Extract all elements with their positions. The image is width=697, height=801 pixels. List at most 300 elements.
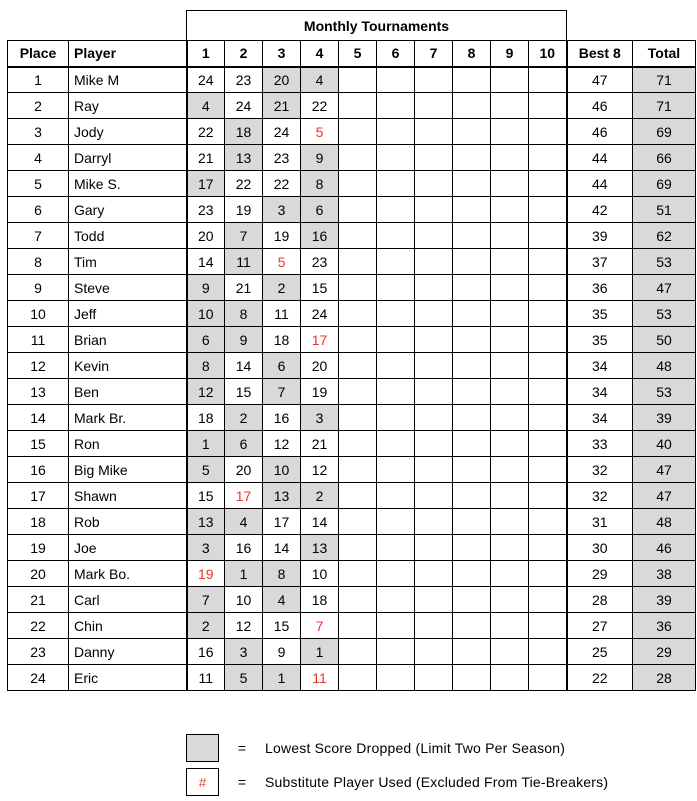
place-cell: 4 (8, 145, 69, 171)
score-cell: 19 (187, 561, 225, 587)
score-cell: 2 (225, 405, 263, 431)
score-cell-empty (339, 119, 377, 145)
col-header-8: 8 (453, 41, 491, 67)
col-header-player: Player (69, 41, 187, 67)
place-cell: 23 (8, 639, 69, 665)
score-cell-empty (491, 353, 529, 379)
place-cell: 16 (8, 457, 69, 483)
score-cell-empty (415, 613, 453, 639)
score-cell: 18 (225, 119, 263, 145)
best8-cell: 44 (567, 171, 633, 197)
score-cell-empty (453, 327, 491, 353)
score-cell-empty (339, 145, 377, 171)
score-cell: 3 (225, 639, 263, 665)
score-cell-empty (453, 197, 491, 223)
score-cell: 6 (301, 197, 339, 223)
score-cell-empty (491, 275, 529, 301)
table-row (8, 93, 696, 119)
score-cell-empty (415, 93, 453, 119)
score-cell: 9 (301, 145, 339, 171)
score-cell-empty (529, 379, 567, 405)
score-cell-empty (339, 483, 377, 509)
monthly-tournaments-header: Monthly Tournaments (187, 11, 567, 41)
player-cell: Tim (69, 249, 187, 275)
score-cell: 2 (301, 483, 339, 509)
score-cell: 19 (225, 197, 263, 223)
score-cell: 17 (225, 483, 263, 509)
score-cell-empty (339, 249, 377, 275)
score-cell-empty (339, 353, 377, 379)
score-cell-empty (529, 223, 567, 249)
table-row (8, 639, 696, 665)
score-cell: 18 (187, 405, 225, 431)
score-cell: 22 (187, 119, 225, 145)
score-cell: 15 (225, 379, 263, 405)
col-header-total: Total (633, 41, 696, 67)
score-cell-empty (339, 509, 377, 535)
col-header-2: 2 (225, 41, 263, 67)
score-cell-empty (339, 431, 377, 457)
score-cell: 10 (187, 301, 225, 327)
score-cell-empty (377, 197, 415, 223)
score-cell-empty (377, 67, 415, 93)
score-cell: 10 (225, 587, 263, 613)
score-cell-empty (377, 275, 415, 301)
score-cell: 19 (301, 379, 339, 405)
score-cell-empty (415, 67, 453, 93)
player-cell: Rob (69, 509, 187, 535)
table-row (8, 119, 696, 145)
score-cell-empty (529, 483, 567, 509)
table-row (8, 275, 696, 301)
score-cell-empty (529, 145, 567, 171)
score-cell-empty (453, 275, 491, 301)
score-cell-empty (377, 353, 415, 379)
score-cell-empty (339, 561, 377, 587)
score-cell-empty (377, 665, 415, 691)
place-cell: 7 (8, 223, 69, 249)
col-header-7: 7 (415, 41, 453, 67)
best8-cell: 47 (567, 67, 633, 93)
col-header-4: 4 (301, 41, 339, 67)
best8-cell: 28 (567, 587, 633, 613)
best8-cell: 46 (567, 93, 633, 119)
total-cell: 39 (633, 587, 696, 613)
place-cell: 2 (8, 93, 69, 119)
total-cell: 47 (633, 457, 696, 483)
score-cell-empty (415, 561, 453, 587)
column-header-row (8, 41, 696, 67)
score-cell-empty (529, 197, 567, 223)
score-cell-empty (491, 613, 529, 639)
score-cell: 18 (263, 327, 301, 353)
place-cell: 9 (8, 275, 69, 301)
table-row (8, 405, 696, 431)
score-cell-empty (415, 327, 453, 353)
score-cell-empty (415, 587, 453, 613)
group-header-row (8, 11, 696, 41)
legend-dropped-text: Lowest Score Dropped (Limit Two Per Season) (265, 740, 566, 756)
score-cell-empty (453, 119, 491, 145)
score-cell-empty (491, 665, 529, 691)
score-cell: 15 (187, 483, 225, 509)
score-cell: 13 (263, 483, 301, 509)
score-cell-empty (453, 223, 491, 249)
score-cell: 14 (263, 535, 301, 561)
score-cell-empty (415, 275, 453, 301)
score-cell: 16 (225, 535, 263, 561)
score-cell: 4 (187, 93, 225, 119)
score-cell-empty (491, 431, 529, 457)
score-cell-empty (491, 249, 529, 275)
table-row (8, 145, 696, 171)
legend-substitute (186, 767, 608, 797)
score-cell: 8 (263, 561, 301, 587)
total-cell: 48 (633, 353, 696, 379)
place-cell: 8 (8, 249, 69, 275)
score-cell-empty (377, 431, 415, 457)
score-cell-empty (491, 67, 529, 93)
player-cell: Eric (69, 665, 187, 691)
player-cell: Joe (69, 535, 187, 561)
score-cell-empty (491, 145, 529, 171)
table-row (8, 379, 696, 405)
total-cell: 69 (633, 119, 696, 145)
score-cell: 15 (301, 275, 339, 301)
score-cell-empty (453, 353, 491, 379)
table-row (8, 223, 696, 249)
score-cell-empty (491, 197, 529, 223)
best8-cell: 30 (567, 535, 633, 561)
score-cell: 17 (263, 509, 301, 535)
score-cell-empty (529, 275, 567, 301)
score-cell: 5 (301, 119, 339, 145)
best8-cell: 22 (567, 665, 633, 691)
score-cell: 9 (263, 639, 301, 665)
score-cell-empty (491, 93, 529, 119)
score-cell: 10 (301, 561, 339, 587)
score-cell: 17 (187, 171, 225, 197)
score-cell: 6 (263, 353, 301, 379)
score-cell-empty (415, 379, 453, 405)
score-cell-empty (453, 639, 491, 665)
player-cell: Kevin (69, 353, 187, 379)
total-cell: 69 (633, 171, 696, 197)
score-cell: 12 (187, 379, 225, 405)
score-cell: 8 (187, 353, 225, 379)
best8-cell: 44 (567, 145, 633, 171)
score-cell-empty (377, 613, 415, 639)
score-cell-empty (377, 405, 415, 431)
score-cell-empty (377, 535, 415, 561)
best8-cell: 34 (567, 353, 633, 379)
score-cell-empty (377, 119, 415, 145)
score-cell-empty (453, 171, 491, 197)
place-cell: 13 (8, 379, 69, 405)
place-cell: 18 (8, 509, 69, 535)
score-cell: 1 (263, 665, 301, 691)
score-cell-empty (453, 379, 491, 405)
score-cell-empty (529, 119, 567, 145)
score-cell-empty (377, 327, 415, 353)
score-cell-empty (415, 119, 453, 145)
col-header-6: 6 (377, 41, 415, 67)
substitute-swatch: # (186, 768, 219, 796)
legend (186, 733, 608, 801)
player-cell: Ray (69, 93, 187, 119)
place-cell: 20 (8, 561, 69, 587)
score-cell-empty (529, 249, 567, 275)
score-cell-empty (377, 223, 415, 249)
score-cell: 11 (301, 665, 339, 691)
player-cell: Darryl (69, 145, 187, 171)
score-cell-empty (415, 301, 453, 327)
place-cell: 3 (8, 119, 69, 145)
table-row (8, 613, 696, 639)
score-cell: 16 (301, 223, 339, 249)
best8-cell: 34 (567, 405, 633, 431)
score-cell-empty (453, 431, 491, 457)
score-cell-empty (415, 483, 453, 509)
score-cell: 21 (301, 431, 339, 457)
score-cell-empty (453, 509, 491, 535)
place-cell: 24 (8, 665, 69, 691)
score-cell-empty (339, 665, 377, 691)
place-cell: 11 (8, 327, 69, 353)
best8-cell: 27 (567, 613, 633, 639)
total-cell: 47 (633, 483, 696, 509)
score-cell-empty (491, 483, 529, 509)
table-row (8, 457, 696, 483)
score-cell: 11 (225, 249, 263, 275)
table-row (8, 249, 696, 275)
score-cell-empty (453, 145, 491, 171)
score-cell-empty (339, 171, 377, 197)
score-cell-empty (377, 509, 415, 535)
score-cell: 6 (187, 327, 225, 353)
player-cell: Mike M (69, 67, 187, 93)
score-cell-empty (529, 67, 567, 93)
table-row (8, 587, 696, 613)
score-cell-empty (453, 93, 491, 119)
score-cell-empty (415, 509, 453, 535)
score-cell: 7 (301, 613, 339, 639)
score-cell: 8 (301, 171, 339, 197)
score-cell: 7 (225, 223, 263, 249)
best8-cell: 35 (567, 327, 633, 353)
score-cell-empty (415, 639, 453, 665)
score-cell: 20 (225, 457, 263, 483)
total-cell: 71 (633, 93, 696, 119)
best8-cell: 25 (567, 639, 633, 665)
score-cell: 4 (263, 587, 301, 613)
place-cell: 22 (8, 613, 69, 639)
score-cell-empty (453, 483, 491, 509)
score-cell: 12 (225, 613, 263, 639)
score-cell: 12 (301, 457, 339, 483)
score-cell-empty (529, 509, 567, 535)
score-cell-empty (453, 613, 491, 639)
score-cell-empty (377, 301, 415, 327)
table-row (8, 197, 696, 223)
col-header-best8: Best 8 (567, 41, 633, 67)
total-cell: 38 (633, 561, 696, 587)
best8-cell: 29 (567, 561, 633, 587)
score-cell: 11 (263, 301, 301, 327)
score-cell-empty (491, 405, 529, 431)
player-cell: Danny (69, 639, 187, 665)
total-cell: 47 (633, 275, 696, 301)
total-cell: 51 (633, 197, 696, 223)
score-cell-empty (491, 223, 529, 249)
player-cell: Ron (69, 431, 187, 457)
player-cell: Mark Br. (69, 405, 187, 431)
score-cell: 1 (187, 431, 225, 457)
score-cell-empty (453, 457, 491, 483)
player-cell: Gary (69, 197, 187, 223)
score-cell: 9 (225, 327, 263, 353)
best8-cell: 32 (567, 483, 633, 509)
total-cell: 66 (633, 145, 696, 171)
table-row (8, 509, 696, 535)
score-cell: 12 (263, 431, 301, 457)
col-header-1: 1 (187, 41, 225, 67)
score-cell-empty (529, 171, 567, 197)
score-cell-empty (415, 431, 453, 457)
score-cell-empty (377, 587, 415, 613)
score-cell-empty (415, 171, 453, 197)
place-cell: 19 (8, 535, 69, 561)
score-cell-empty (529, 301, 567, 327)
best8-cell: 46 (567, 119, 633, 145)
place-cell: 10 (8, 301, 69, 327)
player-cell: Steve (69, 275, 187, 301)
score-cell: 16 (263, 405, 301, 431)
score-cell-empty (339, 93, 377, 119)
place-cell: 12 (8, 353, 69, 379)
score-cell: 9 (187, 275, 225, 301)
total-cell: 53 (633, 301, 696, 327)
legend-equals: = (237, 774, 247, 790)
score-cell: 3 (301, 405, 339, 431)
score-cell-empty (377, 249, 415, 275)
score-cell: 1 (301, 639, 339, 665)
table-row (8, 301, 696, 327)
table-row (8, 483, 696, 509)
table-row (8, 431, 696, 457)
player-cell: Shawn (69, 483, 187, 509)
score-cell-empty (453, 587, 491, 613)
score-cell: 21 (187, 145, 225, 171)
score-cell: 23 (263, 145, 301, 171)
score-cell-empty (377, 379, 415, 405)
score-cell: 5 (263, 249, 301, 275)
col-header-3: 3 (263, 41, 301, 67)
place-cell: 17 (8, 483, 69, 509)
best8-cell: 35 (567, 301, 633, 327)
score-cell-empty (491, 301, 529, 327)
total-cell: 48 (633, 509, 696, 535)
legend-equals: = (237, 740, 247, 756)
score-cell-empty (491, 379, 529, 405)
total-cell: 36 (633, 613, 696, 639)
player-cell: Chin (69, 613, 187, 639)
score-cell-empty (339, 223, 377, 249)
score-cell-empty (529, 665, 567, 691)
score-cell-empty (339, 535, 377, 561)
score-cell-empty (415, 223, 453, 249)
score-cell-empty (339, 275, 377, 301)
legend-dropped (186, 733, 608, 763)
score-cell-empty (415, 249, 453, 275)
total-cell: 39 (633, 405, 696, 431)
score-cell-empty (339, 405, 377, 431)
score-cell: 11 (187, 665, 225, 691)
score-cell-empty (377, 93, 415, 119)
player-cell: Mark Bo. (69, 561, 187, 587)
score-cell-empty (339, 587, 377, 613)
score-cell-empty (529, 93, 567, 119)
score-cell-empty (453, 561, 491, 587)
score-cell-empty (529, 639, 567, 665)
score-cell: 20 (187, 223, 225, 249)
table-row (8, 67, 696, 93)
score-cell-empty (529, 613, 567, 639)
player-cell: Jody (69, 119, 187, 145)
score-cell: 13 (301, 535, 339, 561)
best8-cell: 37 (567, 249, 633, 275)
score-cell: 23 (187, 197, 225, 223)
score-cell: 4 (301, 67, 339, 93)
table-row (8, 561, 696, 587)
score-cell-empty (377, 171, 415, 197)
score-cell: 23 (225, 67, 263, 93)
total-cell: 46 (633, 535, 696, 561)
table-row (8, 327, 696, 353)
score-cell: 24 (225, 93, 263, 119)
score-cell: 15 (263, 613, 301, 639)
table-row (8, 665, 696, 691)
table-row (8, 535, 696, 561)
score-cell-empty (339, 67, 377, 93)
player-cell: Todd (69, 223, 187, 249)
score-cell: 20 (301, 353, 339, 379)
score-cell: 8 (225, 301, 263, 327)
score-cell-empty (377, 561, 415, 587)
place-cell: 14 (8, 405, 69, 431)
player-cell: Jeff (69, 301, 187, 327)
total-cell: 28 (633, 665, 696, 691)
score-cell-empty (491, 587, 529, 613)
score-cell: 19 (263, 223, 301, 249)
place-cell: 15 (8, 431, 69, 457)
score-cell-empty (491, 171, 529, 197)
score-cell-empty (377, 639, 415, 665)
score-cell-empty (377, 145, 415, 171)
score-cell: 10 (263, 457, 301, 483)
best8-cell: 36 (567, 275, 633, 301)
score-cell: 21 (225, 275, 263, 301)
score-cell: 3 (187, 535, 225, 561)
col-header-10: 10 (529, 41, 567, 67)
total-cell: 71 (633, 67, 696, 93)
score-cell-empty (415, 197, 453, 223)
total-cell: 50 (633, 327, 696, 353)
score-cell-empty (491, 119, 529, 145)
score-cell-empty (377, 483, 415, 509)
score-cell-empty (491, 327, 529, 353)
best8-cell: 33 (567, 431, 633, 457)
